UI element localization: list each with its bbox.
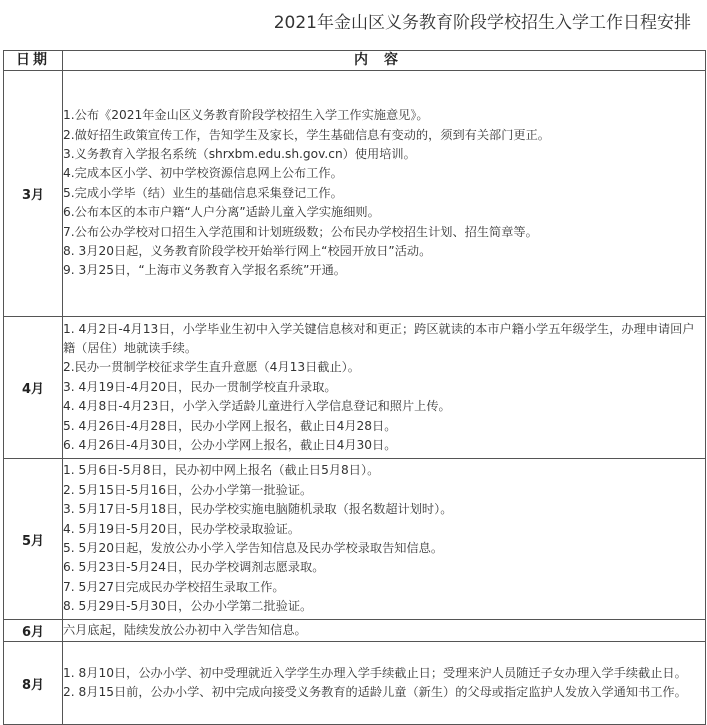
month-cell: 8月 — [4, 642, 63, 725]
content-cell — [63, 620, 706, 642]
table-header-row — [4, 51, 706, 71]
table-row — [4, 620, 706, 642]
list-item: 4.完成本区小学、初中学校资源信息网上公布工作。 — [63, 166, 343, 181]
table-row — [4, 642, 706, 725]
content-cell — [63, 459, 706, 620]
list-item: 1. 5月6日-5月8日，民办初中网上报名（截止日5月8日）。 — [63, 463, 380, 478]
schedule-table — [3, 50, 706, 725]
list-item: 7.公布公办学校对口招生入学范围和计划班级数；公布民办学校招生计划、招生简章等。 — [63, 224, 538, 239]
list-item: 6.公布本区的本市户籍“人户分离”适龄儿童入学实施细则。 — [63, 205, 380, 220]
list-item: 3. 5月17日-5月18日，民办学校实施电脑随机录取（报名数超计划时）。 — [63, 502, 453, 517]
header-content: 内容 — [63, 51, 706, 71]
month-cell: 6月 — [4, 620, 63, 642]
list-item: 3. 4月19日-4月20日，民办一贯制学校直升录取。 — [63, 379, 337, 394]
list-item: 8. 5月29日-5月30日，公办小学第二批验证。 — [63, 599, 313, 614]
list-item: 4. 5月19日-5月20日，民办学校录取验证。 — [63, 521, 301, 536]
content-cell — [63, 642, 706, 725]
month-cell: 3月 — [4, 71, 63, 317]
month-cell: 5月 — [4, 459, 63, 620]
list-item: 9. 3月25日，“上海市义务教育入学报名系统”开通。 — [63, 263, 346, 278]
list-item: 六月底起，陆续发放公办初中入学告知信息。 — [63, 622, 307, 637]
table-row — [4, 71, 706, 317]
list-item: 1. 4月2日-4月13日，小学毕业生初中入学关键信息核对和更正；跨区就读的本市户籍小学五年级学生，办理申请回户籍（居住）地就读手续。 — [63, 321, 695, 355]
list-item: 6. 5月23日-5月24日，民办学校调剂志愿录取。 — [63, 560, 325, 575]
list-item: 6. 4月26日-4月30日，公办小学网上报名，截止日4月30日。 — [63, 438, 397, 453]
list-item: 3.义务教育入学报名系统（shrxbm.edu.sh.gov.cn）使用培训。 — [63, 146, 416, 161]
list-item: 5.完成小学毕（结）业生的基础信息采集登记工作。 — [63, 185, 343, 200]
month-cell: 4月 — [4, 317, 63, 459]
table-row — [4, 459, 706, 620]
list-item: 2. 5月15日-5月16日，公办小学第一批验证。 — [63, 482, 313, 497]
content-cell — [63, 71, 706, 317]
list-item: 4. 4月8日-4月23日，小学入学适龄儿童进行入学信息登记和照片上传。 — [63, 399, 451, 414]
table-row — [4, 317, 706, 459]
list-item: 2.做好招生政策宣传工作，告知学生及家长，学生基础信息有变动的，须到有关部门更正。 — [63, 127, 550, 142]
list-item: 7. 5月27日完成民办学校招生录取工作。 — [63, 579, 285, 594]
list-item: 5. 5月20日起，发放公办小学入学告知信息及民办学校录取告知信息。 — [63, 541, 444, 555]
page-title: 2021年金山区义务教育阶段学校招生入学工作日程安排 — [273, 13, 691, 33]
list-item: 8. 3月20日起，义务教育阶段学校开始举行网上“校园开放日”活动。 — [63, 244, 432, 259]
list-item: 5. 4月26日-4月28日，民办小学网上报名，截止日4月28日。 — [63, 418, 397, 433]
content-cell — [63, 317, 706, 459]
list-item: 1. 8月10日，公办小学、初中受理就近入学学生办理入学手续截止日；受理来沪人员随迁子女办理入学手续截止日。 — [63, 665, 687, 680]
list-item: 2. 8月15日前，公办小学、初中完成向接受义务教育的适龄儿童（新生）的父母或指定监护人发放入学通知书工作。 — [63, 685, 687, 699]
header-date: 日期 — [4, 51, 63, 71]
list-item: 2.民办一贯制学校征求学生直升意愿（4月13日截止）。 — [63, 360, 360, 375]
list-item: 1.公布《2021年金山区义务教育阶段学校招生入学工作实施意见》。 — [63, 108, 429, 123]
